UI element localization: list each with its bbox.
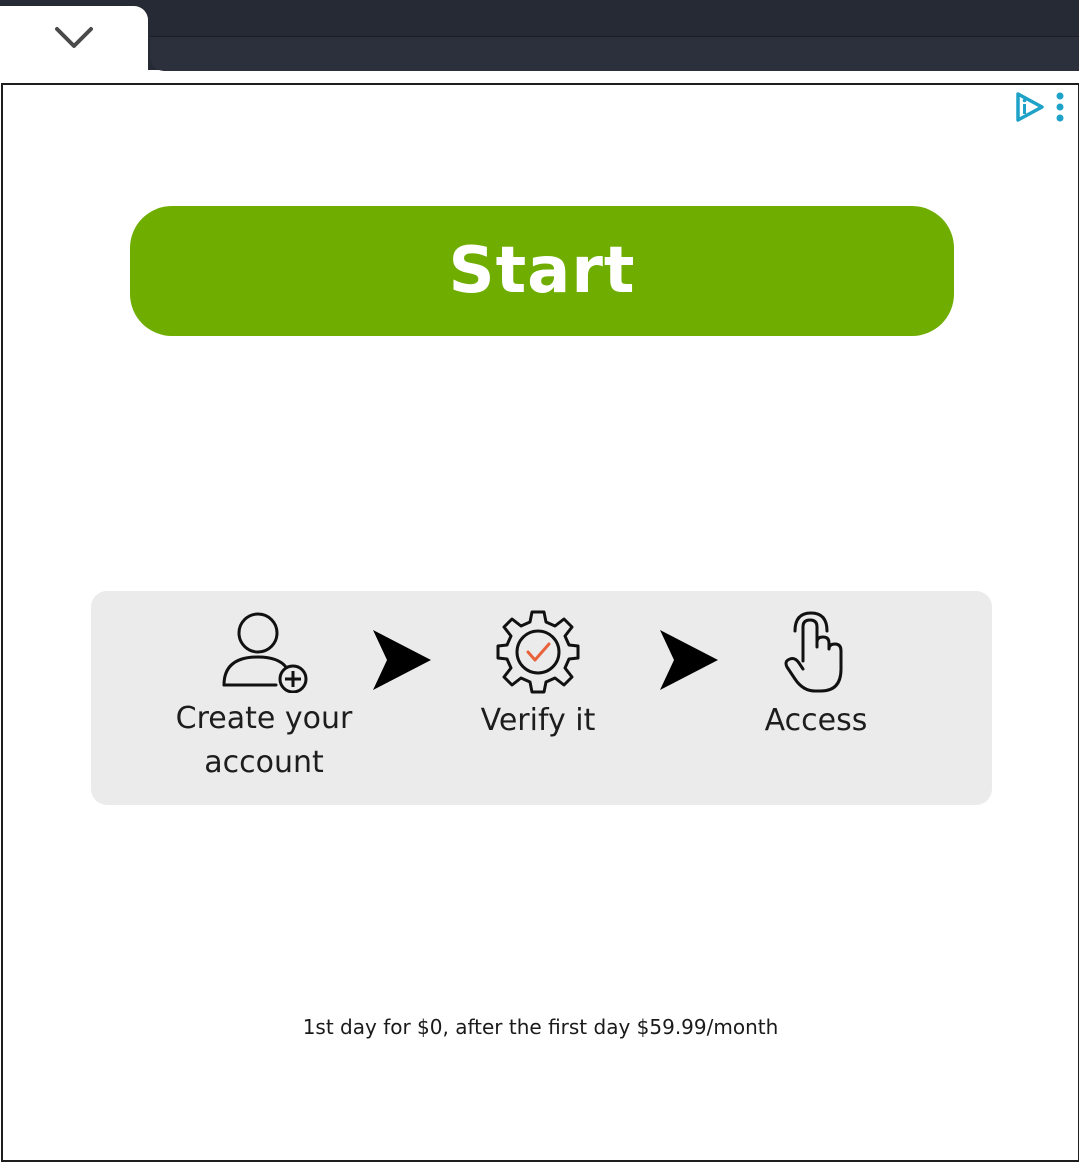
gear-check-icon [494,609,582,695]
user-add-icon [216,609,312,693]
step-create-account [149,609,379,785]
more-options-icon[interactable] [1056,92,1064,122]
chevron-down-icon [54,25,94,51]
step-label: Access [764,703,868,738]
step-access [701,609,931,743]
adchoices[interactable] [1014,91,1064,123]
ad-frame [1,83,1079,1162]
hand-pointer-icon [781,609,851,695]
collapse-ad-tab[interactable] [0,6,148,70]
price-note: 1st day for $0, after the first day $59.99/month [302,1015,779,1039]
step-label: Verify it [480,703,596,738]
step-label: Create your account [175,701,353,780]
start-button[interactable]: Start [130,206,954,336]
steps-panel[interactable] [91,591,992,805]
adchoices-icon[interactable] [1014,91,1046,123]
top-bar-strip [150,36,1079,71]
browser-top-bar [0,0,1079,70]
step-verify [423,609,653,743]
